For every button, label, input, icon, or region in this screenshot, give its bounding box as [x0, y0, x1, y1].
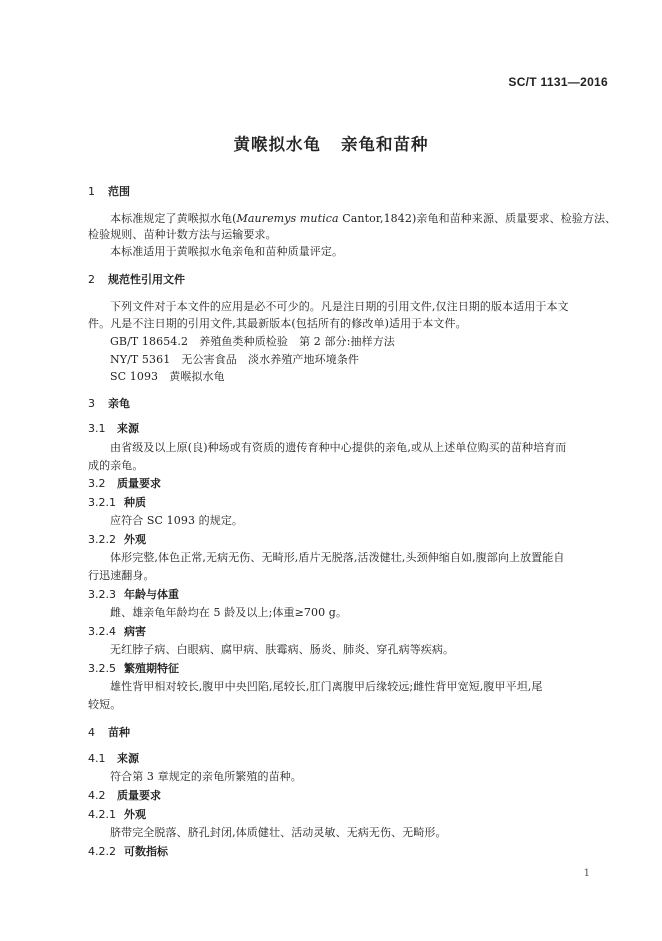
title-part2: 亲龟和苗种: [341, 135, 429, 154]
reference-item: GB/T 18654.2 养殖鱼类种质检验 第 2 部分:抽样方法: [110, 335, 395, 348]
section-title: 质量要求: [117, 789, 161, 802]
section-number: 4.2: [88, 789, 106, 802]
section-title: 外观: [124, 808, 146, 821]
title-part1: 黄喉拟水龟: [233, 135, 321, 154]
document-title: [0, 131, 662, 155]
section-title: 苗种: [108, 726, 130, 739]
section-title: 来源: [117, 752, 139, 765]
subsubsection-heading: [88, 623, 146, 639]
page-number: 1: [583, 868, 590, 879]
paragraph: 符合第 3 章规定的亲龟所繁殖的苗种。: [110, 770, 302, 783]
subsubsection-heading: [88, 494, 146, 510]
section-4-heading: [88, 724, 130, 740]
section-title: 质量要求: [117, 477, 161, 490]
section-number: 3.2.1: [88, 496, 116, 509]
paragraph: 雌、雄亲龟年龄均在 5 龄及以上;体重≥700 g。: [110, 606, 348, 619]
section-title: 外观: [124, 533, 146, 546]
section-number: 1: [88, 185, 95, 198]
subsubsection-heading: [88, 843, 168, 859]
standard-code: SC/T 1131—2016: [508, 75, 608, 89]
section-number: 3.2.5: [88, 662, 116, 675]
paragraph: 由省级及以上原(良)种场或有资质的遗传育种中心提供的亲龟,或从上述单位购买的苗种培育而: [110, 441, 567, 454]
section-1-heading: [88, 183, 130, 199]
paragraph: 应符合 SC 1093 的规定。: [110, 514, 244, 527]
section-title: 种质: [124, 496, 146, 509]
section-number: 3: [88, 397, 95, 410]
paragraph: 无红脖子病、白眼病、腐甲病、肤霉病、肠炎、肺炎、穿孔病等疾病。: [110, 643, 455, 656]
paragraph: [110, 210, 616, 226]
section-number: 4.2.2: [88, 845, 116, 858]
subsubsection-heading: [88, 660, 179, 676]
section-number: 3.1: [88, 422, 106, 435]
paragraph: 本标准适用于黄喉拟水龟亲龟和苗种质量评定。: [110, 245, 344, 258]
paragraph-line: 件。凡是不注日期的引用文件,其最新版本(包括所有的修改单)适用于本文件。: [88, 317, 467, 330]
paragraph: 雄性背甲相对较长,腹甲中央凹陷,尾较长,肛门离腹甲后缘较远;雌性背甲宽短,腹甲平坦,尾: [110, 680, 543, 693]
paragraph-line: 行迅速翻身。: [88, 569, 155, 582]
subsection-heading: [88, 475, 161, 491]
section-title: 来源: [117, 422, 139, 435]
reference-item: NY/T 5361 无公害食品 淡水养殖产地环境条件: [110, 353, 360, 366]
section-title: 范围: [108, 185, 130, 198]
section-number: 4.2.1: [88, 808, 116, 821]
section-number: 3.2: [88, 477, 106, 490]
section-title: 年龄与体重: [124, 588, 179, 601]
subsection-heading: [88, 787, 161, 803]
section-number: 2: [88, 273, 95, 286]
section-number: 3.2.3: [88, 588, 116, 601]
section-title: 可数指标: [124, 845, 168, 858]
paragraph: 脐带完全脱落、脐孔封闭,体质健壮、活动灵敏、无病无伤、无畸形。: [110, 826, 447, 839]
section-number: 4: [88, 726, 95, 739]
subsection-heading: [88, 750, 139, 766]
text-run: 本标准规定了黄喉拟水龟(: [110, 212, 237, 225]
section-title: 病害: [124, 625, 146, 638]
section-2-heading: [88, 271, 185, 287]
section-number: 4.1: [88, 752, 106, 765]
subsection-heading: [88, 420, 139, 436]
section-number: 3.2.2: [88, 533, 116, 546]
paragraph-line: 成的亲龟。: [88, 459, 144, 472]
paragraph: 下列文件对于本文件的应用是必不可少的。凡是注日期的引用文件,仅注日期的版本适用于本文: [110, 300, 569, 313]
reference-item: SC 1093 黄喉拟水龟: [110, 370, 225, 383]
section-3-heading: [88, 395, 130, 411]
text-run: Cantor,1842)亲龟和苗种来源、质量要求、检验方法、: [338, 212, 617, 225]
scientific-name: Mauremys mutica: [236, 212, 339, 225]
paragraph-line: 较短。: [88, 698, 122, 711]
paragraph-line: 检验规则、苗种计数方法与运输要求。: [88, 228, 277, 241]
section-title: 亲龟: [108, 397, 130, 410]
subsubsection-heading: [88, 586, 179, 602]
section-title: 规范性引用文件: [108, 273, 185, 286]
section-title: 繁殖期特征: [124, 662, 179, 675]
subsubsection-heading: [88, 531, 146, 547]
paragraph: 体形完整,体色正常,无病无伤、无畸形,盾片无脱落,活泼健壮,头颈伸缩自如,腹部向上放置能自: [110, 551, 565, 564]
subsubsection-heading: [88, 806, 146, 822]
section-number: 3.2.4: [88, 625, 116, 638]
